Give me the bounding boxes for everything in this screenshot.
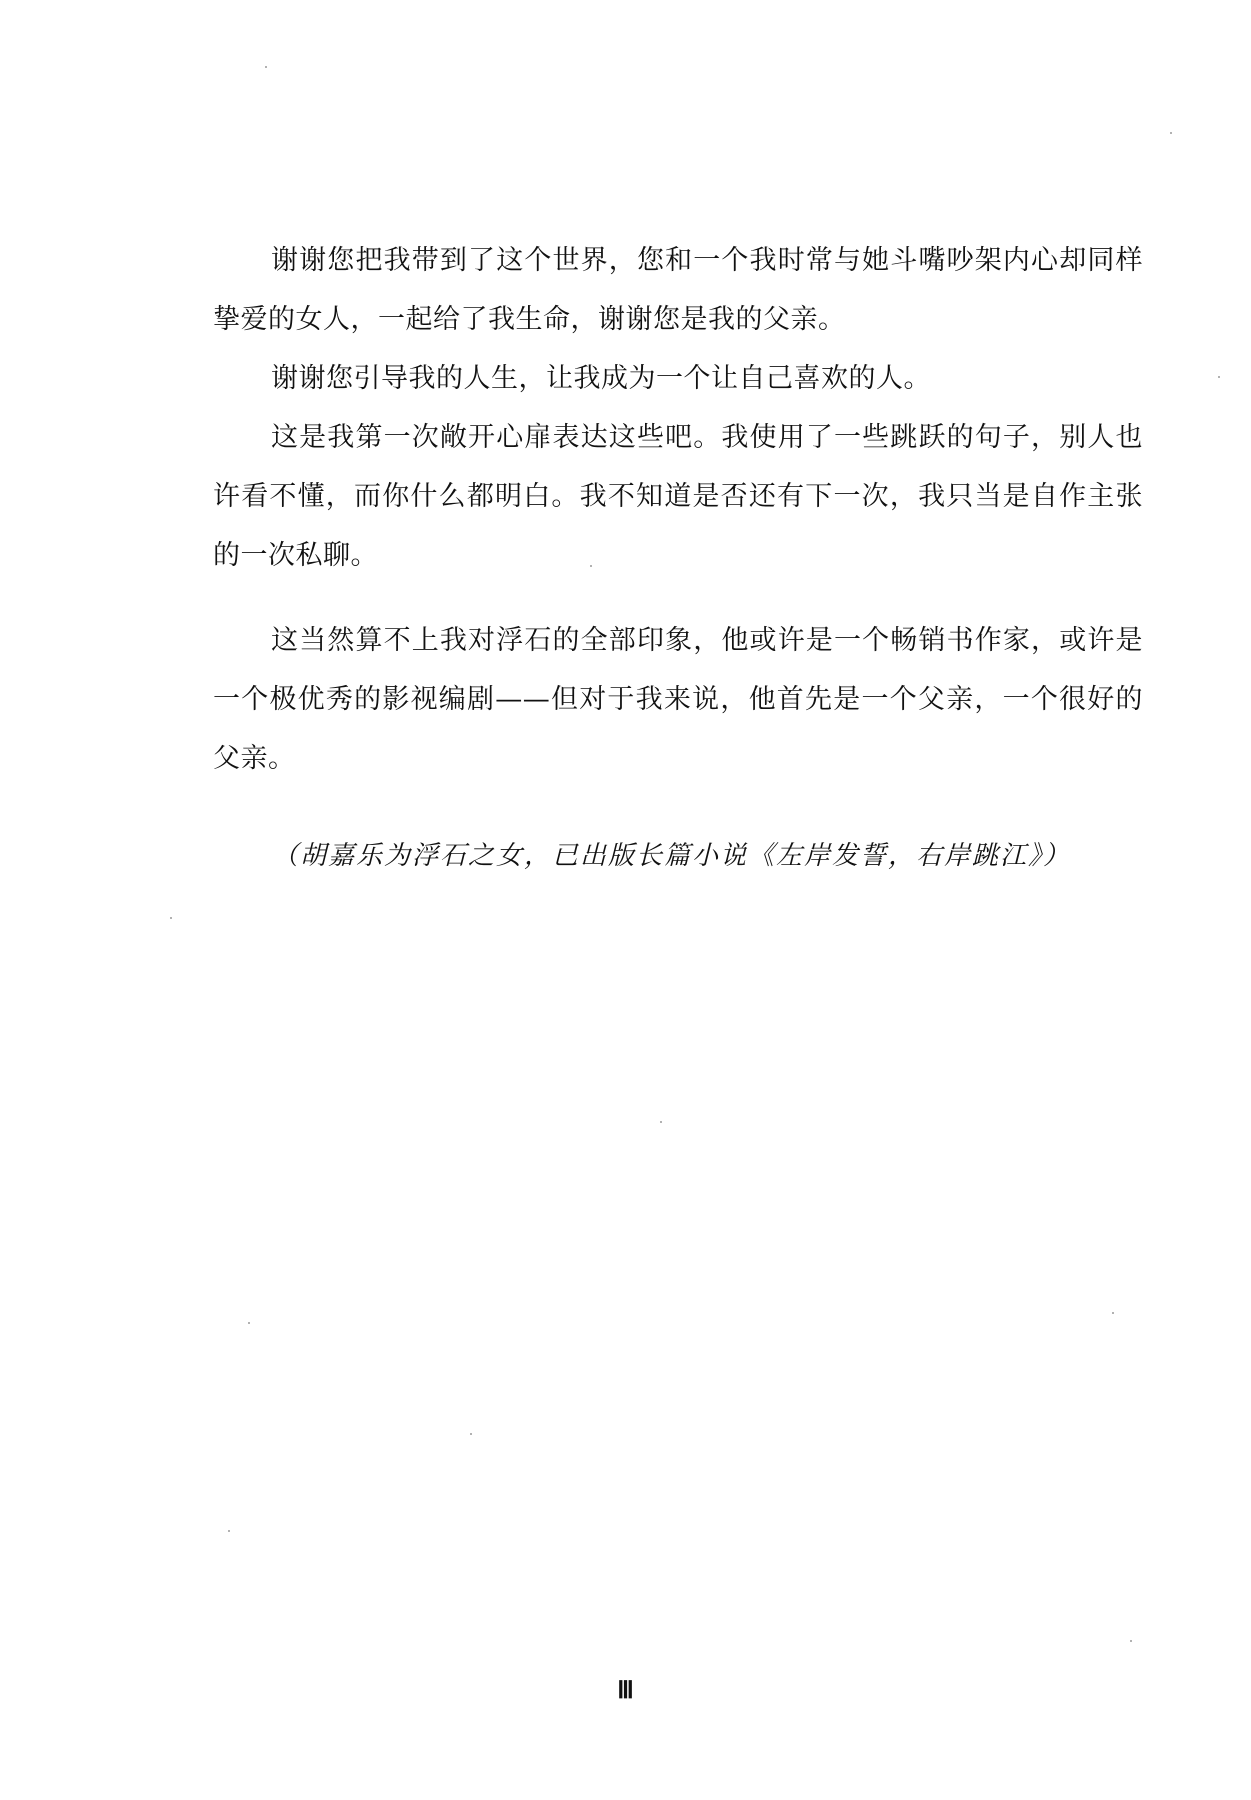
scan-speck	[1112, 1312, 1114, 1314]
scan-speck	[660, 1121, 662, 1123]
scan-speck	[265, 66, 267, 68]
page-number: Ⅲ	[617, 1678, 634, 1704]
scan-speck	[228, 1530, 230, 1532]
scan-speck	[1218, 376, 1220, 378]
paragraph-thanks-birth: 谢谢您把我带到了这个世界，您和一个我时常与她斗嘴吵架内心却同样挚爱的女人，一起给了我生命，谢谢您是我的父亲。	[213, 245, 1143, 335]
scan-speck	[1170, 132, 1172, 134]
scan-speck	[248, 1322, 250, 1324]
author-attribution: （胡嘉乐为浮石之女，已出版长篇小说《左岸发誓，右岸跳江》）	[272, 841, 1072, 871]
paragraph-thanks-guidance: 谢谢您引导我的人生，让我成为一个让自己喜欢的人。	[271, 363, 931, 394]
scan-speck	[1130, 1640, 1132, 1642]
scan-speck	[590, 565, 592, 567]
paragraph-impression: 这当然算不上我对浮石的全部印象，他或许是一个畅销书作家，或许是一个极优秀的影视编剧——但对于我来说，他首先是一个父亲，一个很好的父亲。	[213, 625, 1143, 774]
impression-text-section	[213, 611, 1143, 788]
scan-speck	[470, 1433, 472, 1435]
scan-speck	[170, 917, 172, 919]
letter-text-section	[213, 231, 1143, 585]
paragraph-open-heart: 这是我第一次敞开心扉表达这些吧。我使用了一些跳跃的句子，别人也许看不懂，而你什么都明白。我不知道是否还有下一次，我只当是自作主张的一次私聊。	[213, 422, 1143, 571]
